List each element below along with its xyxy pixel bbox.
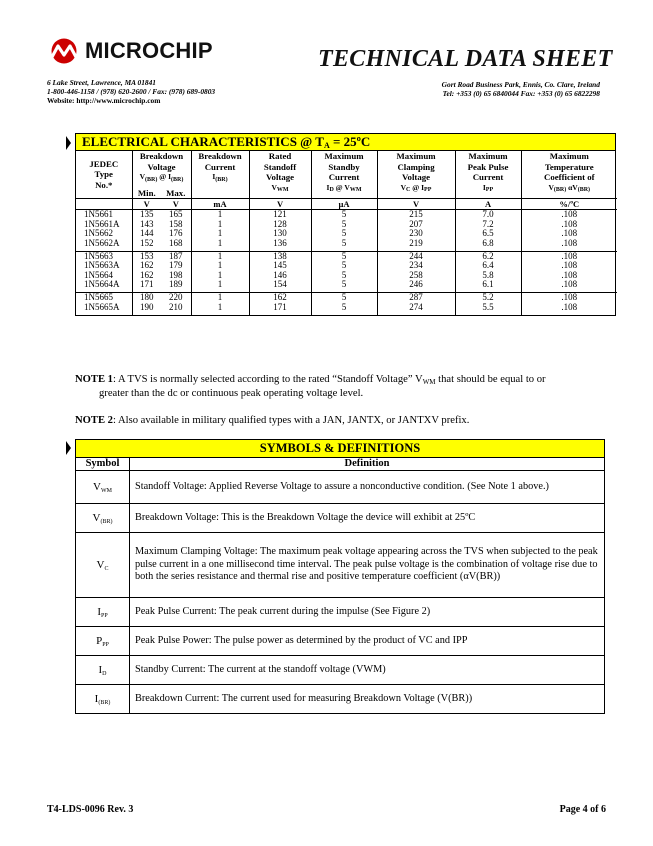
col-peak-pulse-current: Maximum Peak Pulse Current $I_{PP}$: [455, 151, 521, 199]
value-cell: 135: [132, 210, 161, 220]
col-standby-current: Maximum Standby Current $I_D$ @ $V_{WM}$: [311, 151, 377, 199]
electrical-characteristics-table: [75, 133, 616, 316]
phone-line: Tel: +353 (0) 65 6840044 Fax: +353 (0) 65 6822298: [442, 89, 600, 98]
value-cell: 6.1: [455, 280, 521, 290]
value-cell: 189: [169, 279, 183, 289]
value-cell: 1: [191, 239, 249, 249]
type-cell: 1N5664: [84, 269, 113, 280]
value-cell: 6.2: [455, 251, 521, 261]
value-cell: 287: [377, 293, 455, 303]
value-cell: 219: [377, 239, 455, 249]
document-id: T4-LDS-0096 Rev. 3: [47, 804, 134, 815]
value-cell: 5: [311, 210, 377, 220]
value-cell: 5: [311, 220, 377, 230]
col-temp-coefficient: Maximum Temperature Coefficient of $V_{(BR)}$ $\alpha V_{(BR)}$: [521, 151, 617, 199]
table-row: [76, 220, 617, 230]
symbol-cell: $I_D$: [76, 656, 130, 685]
table-row: [76, 271, 617, 281]
logo-text: MICROCHIP: [85, 38, 213, 63]
symbols-definitions-table: [75, 439, 605, 714]
table-row: [76, 210, 617, 220]
address-right: [442, 80, 600, 98]
group-spacer: [76, 312, 617, 315]
section-title: SYMBOLS & DEFINITIONS: [76, 440, 605, 458]
value-cell: 1: [191, 251, 249, 261]
value-cell: 1: [191, 261, 249, 271]
value-cell: 234: [377, 261, 455, 271]
table-row: [76, 293, 617, 303]
value-cell: 5: [311, 271, 377, 281]
value-cell: 258: [377, 271, 455, 281]
value-cell: .108: [521, 261, 617, 271]
value-cell: 1: [191, 229, 249, 239]
microchip-logo-icon: [47, 38, 81, 64]
value-cell: 146: [249, 271, 311, 281]
page-number: Page 4 of 6: [559, 804, 606, 815]
value-cell: 7.2: [455, 220, 521, 230]
value-cell: 187: [161, 251, 191, 261]
table-row: [76, 280, 617, 290]
symbols-grid: [75, 439, 605, 714]
value-cell: 162: [249, 293, 311, 303]
value-cell: 144: [132, 229, 161, 239]
table-row: [76, 251, 617, 261]
value-cell: 165: [169, 209, 183, 219]
type-cell: 1N5662: [84, 228, 113, 238]
value-cell: 121: [249, 210, 311, 220]
value-cell: 5.5: [455, 303, 521, 313]
type-cell: 1N5662A: [84, 237, 120, 248]
page-title: TECHNICAL DATA SHEET: [318, 46, 613, 72]
value-cell: 1: [191, 210, 249, 220]
definition-cell: Standoff Voltage: Applied Reverse Voltage to assure a nonconductive condition. (See Note 1 above.): [130, 471, 605, 504]
table-row: [76, 239, 617, 249]
value-cell: 5: [311, 251, 377, 261]
symbol-cell: $I_{(BR)}$: [76, 685, 130, 714]
symbol-cell: $V_{(BR)}$: [76, 504, 130, 533]
value-cell: .108: [521, 271, 617, 281]
value-cell: 162: [132, 261, 161, 271]
type-cell: 1N5663A: [84, 260, 120, 270]
value-cell: .108: [521, 251, 617, 261]
phone-line: 1-800-446-1158 / (978) 620-2600 / Fax: (978) 689-0803: [47, 87, 216, 96]
value-cell: 215: [377, 210, 455, 220]
value-cell: 153: [132, 251, 161, 261]
note-1: NOTE 1: A TVS is normally selected according to the rated “Standoff Voltage” $V_{WM}$ that should be equal to or greater than the dc or continuous peak operating voltage level.: [75, 374, 546, 399]
table-row: [76, 303, 617, 313]
value-cell: 230: [377, 229, 455, 239]
value-cell: 5: [311, 303, 377, 313]
type-cell: 1N5664A: [84, 279, 120, 289]
value-cell: 154: [249, 280, 311, 290]
col-breakdown-voltage: Breakdown Voltage $V_{(BR)}$ @ $I_{(BR)}$: [132, 151, 191, 184]
col-breakdown-current: Breakdown Current $I_{(BR)}$: [191, 151, 249, 199]
value-cell: 136: [249, 239, 311, 249]
value-cell: .108: [521, 220, 617, 230]
type-cell: 1N5665A: [84, 301, 120, 312]
value-cell: 5: [311, 239, 377, 249]
section-arrow-icon: [66, 136, 71, 150]
col-standoff-voltage: Rated Standoff Voltage $V_{WM}$: [249, 151, 311, 199]
type-cell: 1N5663: [76, 251, 132, 261]
value-cell: 5: [311, 261, 377, 271]
value-cell: 171: [249, 303, 311, 313]
section-title: ELECTRICAL CHARACTERISTICS @ $T_A$ = 25ºC: [76, 134, 615, 151]
value-cell: 198: [169, 269, 183, 280]
col-clamping-voltage: Maximum Clamping Voltage $V_C$ @ $I_{PP}$: [377, 151, 455, 199]
value-cell: 158: [169, 218, 183, 229]
value-cell: 1: [191, 293, 249, 303]
value-cell: 130: [249, 229, 311, 239]
value-cell: 138: [249, 251, 311, 261]
value-cell: 5: [311, 280, 377, 290]
symbol-cell: $V_{WM}$: [76, 471, 130, 504]
value-cell: 152: [132, 239, 161, 249]
value-cell: 1: [191, 280, 249, 290]
value-cell: 244: [377, 251, 455, 261]
website-line: Website: http://www.microchip.com: [47, 96, 161, 105]
symbol-cell: $V_C$: [76, 533, 130, 598]
value-cell: 176: [169, 228, 183, 238]
definition-cell: Breakdown Current: The current used for measuring Breakdown Voltage (V(BR)): [130, 685, 605, 714]
type-cell: 1N5661: [84, 209, 113, 219]
value-cell: 5: [311, 293, 377, 303]
table-row: [76, 229, 617, 239]
value-cell: 7.0: [455, 210, 521, 220]
value-cell: 220: [161, 293, 191, 303]
value-cell: 145: [249, 261, 311, 271]
value-cell: .108: [521, 303, 617, 313]
value-cell: 168: [169, 237, 183, 248]
value-cell: 210: [169, 301, 183, 312]
type-cell: 1N5665: [76, 293, 132, 303]
address-line: Gort Road Business Park, Ennis, Co. Clare, Ireland: [441, 80, 600, 89]
value-cell: 1: [191, 303, 249, 313]
value-cell: 162: [132, 271, 161, 281]
value-cell: 190: [132, 303, 161, 313]
microchip-logo: [47, 38, 213, 64]
definition-cell: Maximum Clamping Voltage: The maximum peak voltage appearing across the TVS when subjected to the peak pulse current in a one millisecond time interval. The peak pulse voltage is the combination of voltage rise due to both the series resistance and thermal rise and positive temperature coefficient (αV(BR)): [130, 533, 605, 598]
definition-cell: Breakdown Voltage: This is the Breakdown Voltage the device will exhibit at 25ºC: [130, 504, 605, 533]
units-row: V V mA V µA V A %/ºC: [76, 199, 617, 210]
value-cell: 1: [191, 220, 249, 230]
value-cell: .108: [521, 280, 617, 290]
value-cell: .108: [521, 229, 617, 239]
value-cell: 143: [132, 220, 161, 230]
address-line: 6 Lake Street, Lawrence, MA 01841: [47, 78, 157, 87]
value-cell: 5.8: [455, 271, 521, 281]
value-cell: 5.2: [455, 293, 521, 303]
table-row: [76, 261, 617, 271]
col-definition: Definition: [130, 458, 605, 471]
col-min: Min.: [132, 184, 161, 199]
value-cell: 274: [377, 303, 455, 313]
ec-data-body: [76, 210, 617, 316]
value-cell: 180: [132, 293, 161, 303]
symbol-cell: $I_{PP}$: [76, 598, 130, 627]
value-cell: 246: [377, 280, 455, 290]
value-cell: .108: [521, 293, 617, 303]
col-jedec: JEDEC Type No.*: [89, 158, 119, 190]
value-cell: 207: [377, 220, 455, 230]
note-2: NOTE 2: Also available in military qualified types with a JAN, JANTX, or JANTXV prefix.: [75, 415, 470, 426]
definition-cell: Standby Current: The current at the standoff voltage (VWM): [130, 656, 605, 685]
value-cell: 128: [249, 220, 311, 230]
value-cell: 171: [132, 280, 161, 290]
value-cell: 1: [191, 271, 249, 281]
col-max: Max.: [166, 187, 186, 198]
value-cell: 6.5: [455, 229, 521, 239]
definition-cell: Peak Pulse Power: The pulse power as determined by the product of VC and IPP: [130, 627, 605, 656]
address-left: [47, 78, 215, 105]
definition-cell: Peak Pulse Current: The peak current during the impulse (See Figure 2): [130, 598, 605, 627]
value-cell: .108: [521, 239, 617, 249]
value-cell: .108: [521, 210, 617, 220]
symbol-cell: $P_{PP}$: [76, 627, 130, 656]
value-cell: 6.8: [455, 239, 521, 249]
value-cell: 179: [169, 260, 183, 270]
ec-grid: [76, 151, 617, 315]
section-arrow-icon: [66, 441, 71, 455]
type-cell: 1N5661A: [84, 218, 120, 229]
col-symbol: Symbol: [76, 458, 130, 471]
value-cell: 5: [311, 229, 377, 239]
value-cell: 6.4: [455, 261, 521, 271]
